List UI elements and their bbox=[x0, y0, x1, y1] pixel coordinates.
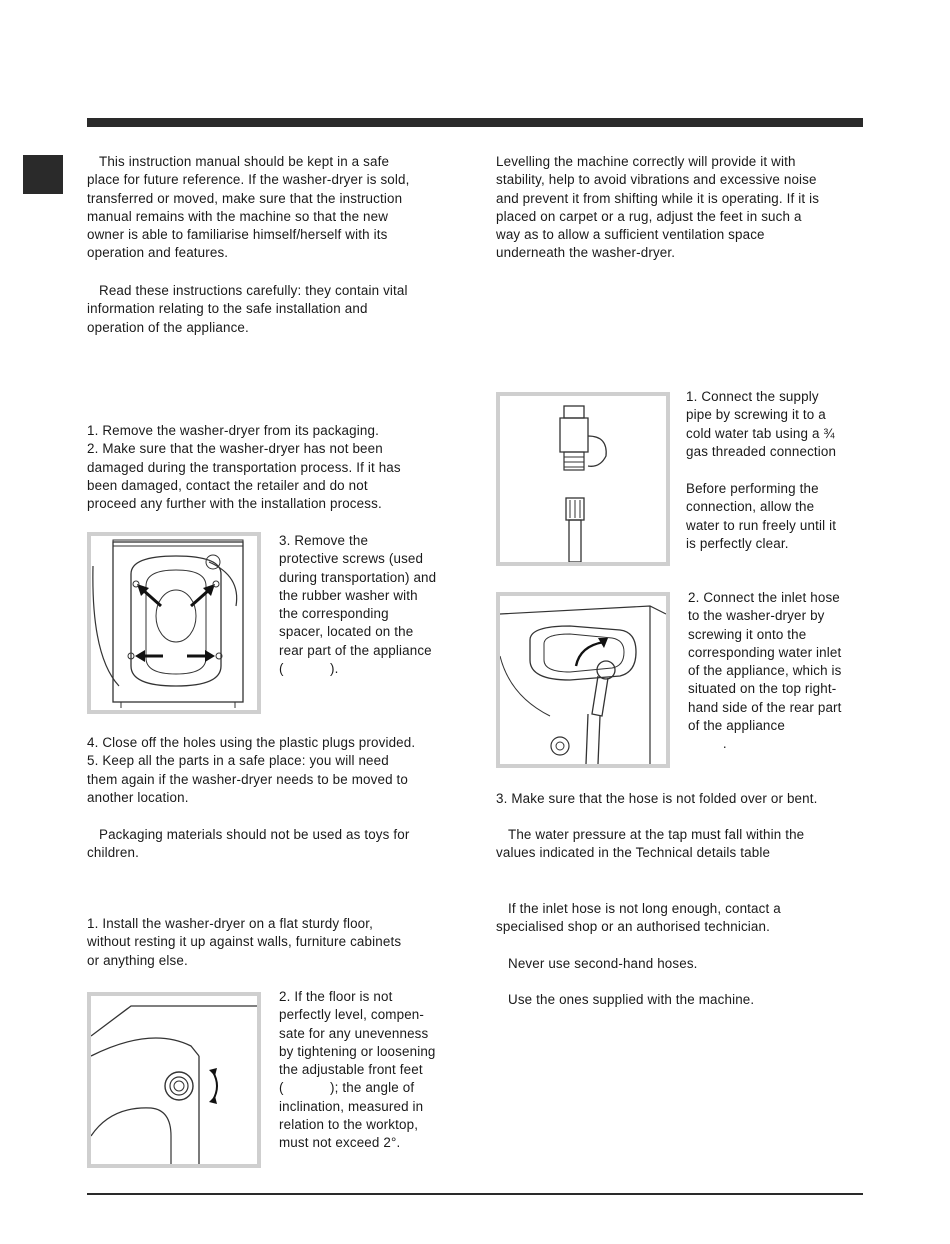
inlet-connection-illustration bbox=[500, 596, 666, 764]
hose-check-step: 3. Make sure that the hose is not folded over or bent. bbox=[496, 791, 818, 806]
water-tap-figure bbox=[496, 392, 670, 566]
water-pressure-note: The water pressure at the tap must fall within the values indicated in the Technical details table bbox=[496, 827, 805, 861]
front-foot-illustration bbox=[91, 996, 257, 1164]
connect-supply-step: 1. Connect the supply pipe by screwing it to a cold water tab using a ¾ gas threaded connection bbox=[686, 389, 837, 459]
tap-connector-illustration bbox=[500, 396, 666, 562]
inlet-hose-figure bbox=[496, 592, 670, 768]
levelling-paragraph: Levelling the machine correctly will provide it with stability, help to avoid vibrations and excessive noise and prevent it from shifting while it is operating. If it is placed on carpet or a rug, adjust the feet in such a way as to allow a sufficient ventilation space underneath the washer-dryer. bbox=[496, 154, 820, 261]
language-tab-marker bbox=[23, 155, 63, 194]
supplied-hoses-note: Use the ones supplied with the machine. bbox=[508, 992, 755, 1007]
intro-paragraph: This instruction manual should be kept in a safe place for future reference. If the washer-dryer is sold, transferred or moved, make sure that the instruction manual remains with the machine so that the new owner is able to familiarise himself/herself with its operation and features. bbox=[87, 154, 410, 261]
packaging-warning: Packaging materials should not be used as toys for children. bbox=[87, 827, 410, 861]
read-instructions-paragraph: Read these instructions carefully: they contain vital information relating to the safe installation and operation of the appliance. bbox=[87, 283, 408, 335]
rear-screws-figure bbox=[87, 532, 261, 714]
unpacking-steps: 1. Remove the washer-dryer from its packaging. 2. Make sure that the washer-dryer has not been damaged during the transportation process. If it has been damaged, contact the retailer and do not proceed any further with the installation process. bbox=[87, 423, 401, 512]
remove-screws-step: 3. Remove the protective screws (used during transportation) and the rubber washer with the corresponding spacer, located on the rear part of the appliance ( ). bbox=[279, 533, 437, 677]
connect-inlet-step: 2. Connect the inlet hose to the washer-dryer by screwing it onto the corresponding water inlet of the appliance, which is situated on the top right- hand side of the rear part of the appliance . bbox=[688, 590, 842, 752]
hose-length-note: If the inlet hose is not long enough, contact a specialised shop or an authorised technician. bbox=[496, 901, 781, 935]
second-hand-hoses-warning: Never use second-hand hoses. bbox=[508, 956, 698, 971]
adjust-feet-step: 2. If the floor is not perfectly level, compen- sate for any unevenness by tightening or loosening the adjustable front feet ( ); the angle of inclination, measured in relation to the worktop, must not exceed 2°. bbox=[279, 989, 436, 1151]
adjustable-feet-figure bbox=[87, 992, 261, 1168]
footer-rule bbox=[87, 1193, 863, 1195]
install-step: 1. Install the washer-dryer on a flat sturdy floor, without resting it up against walls, furniture cabinets or anything else. bbox=[87, 916, 402, 968]
header-rule bbox=[87, 118, 863, 127]
plugs-steps: 4. Close off the holes using the plastic plugs provided. 5. Keep all the parts in a safe place: you will need them again if the washer-dryer needs to be moved to another location. bbox=[87, 735, 416, 805]
flush-water-note: Before performing the connection, allow the water to run freely until it is perfectly clear. bbox=[686, 481, 837, 551]
washer-rear-illustration bbox=[91, 536, 257, 710]
